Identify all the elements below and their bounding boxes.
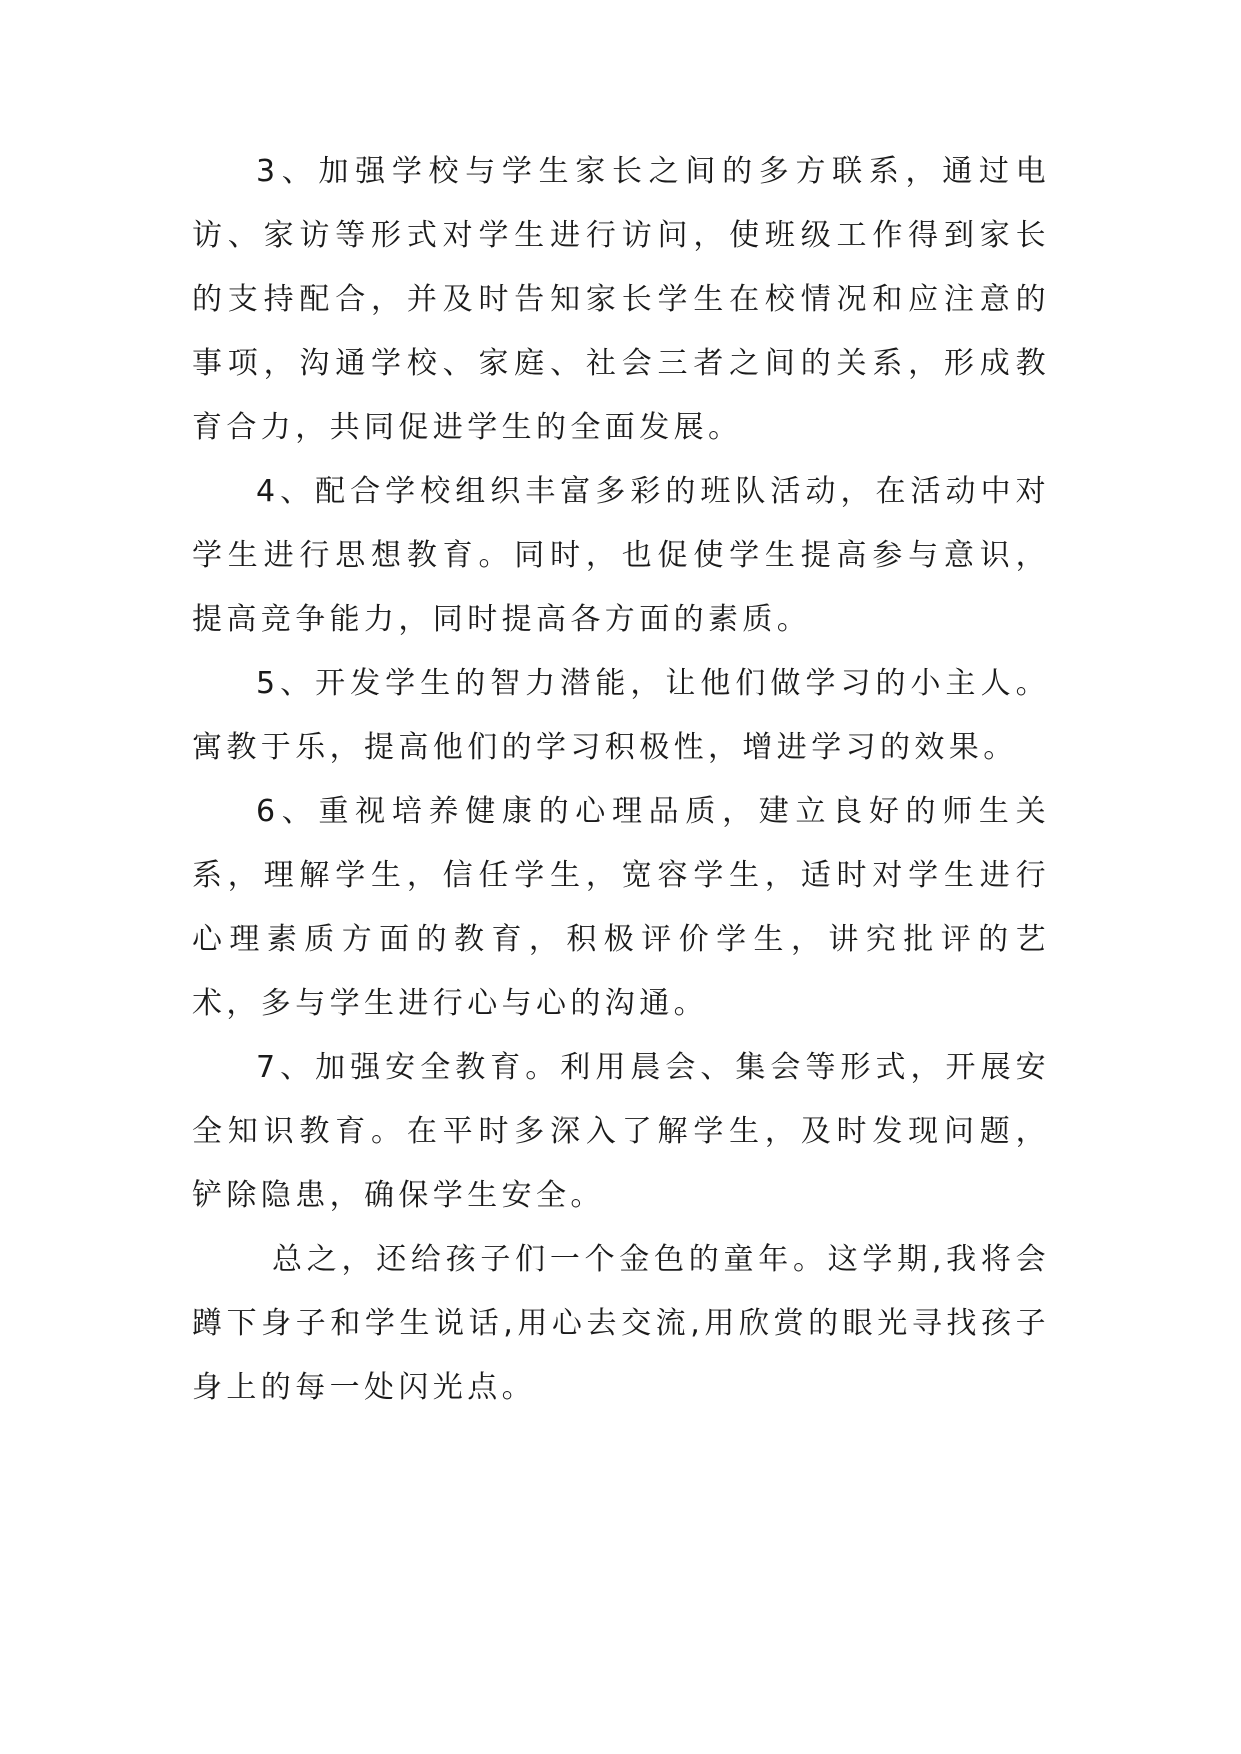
paragraph-item-6: 6、重视培养健康的心理品质，建立良好的师生关系，理解学生，信任学生，宽容学生，适时对学生进行心理素质方面的教育，积极评价学生，讲究批评的艺术，多与学生进行心与心的沟通。 xyxy=(192,794,1050,1021)
paragraph-summary: 总之，还给孩子们一个金色的童年。这学期,我将会蹲下身子和学生说话,用心去交流,用欣赏的眼光寻找孩子身上的每一处闪光点。 xyxy=(192,1242,1050,1405)
document-body xyxy=(192,140,1050,1420)
paragraph-item-3: 3、加强学校与学生家长之间的多方联系，通过电访、家访等形式对学生进行访问，使班级工作得到家长的支持配合，并及时告知家长学生在校情况和应注意的事项，沟通学校、家庭、社会三者之间的关系，形成教育合力，共同促进学生的全面发展。 xyxy=(192,154,1050,445)
paragraph-item-5: 5、开发学生的智力潜能，让他们做学习的小主人。寓教于乐，提高他们的学习积极性，增进学习的效果。 xyxy=(192,666,1050,765)
paragraph-item-7: 7、加强安全教育。利用晨会、集会等形式，开展安全知识教育。在平时多深入了解学生，及时发现问题，铲除隐患，确保学生安全。 xyxy=(192,1050,1050,1213)
paragraph-item-4: 4、配合学校组织丰富多彩的班队活动，在活动中对学生进行思想教育。同时，也促使学生提高参与意识，提高竞争能力，同时提高各方面的素质。 xyxy=(192,474,1050,637)
